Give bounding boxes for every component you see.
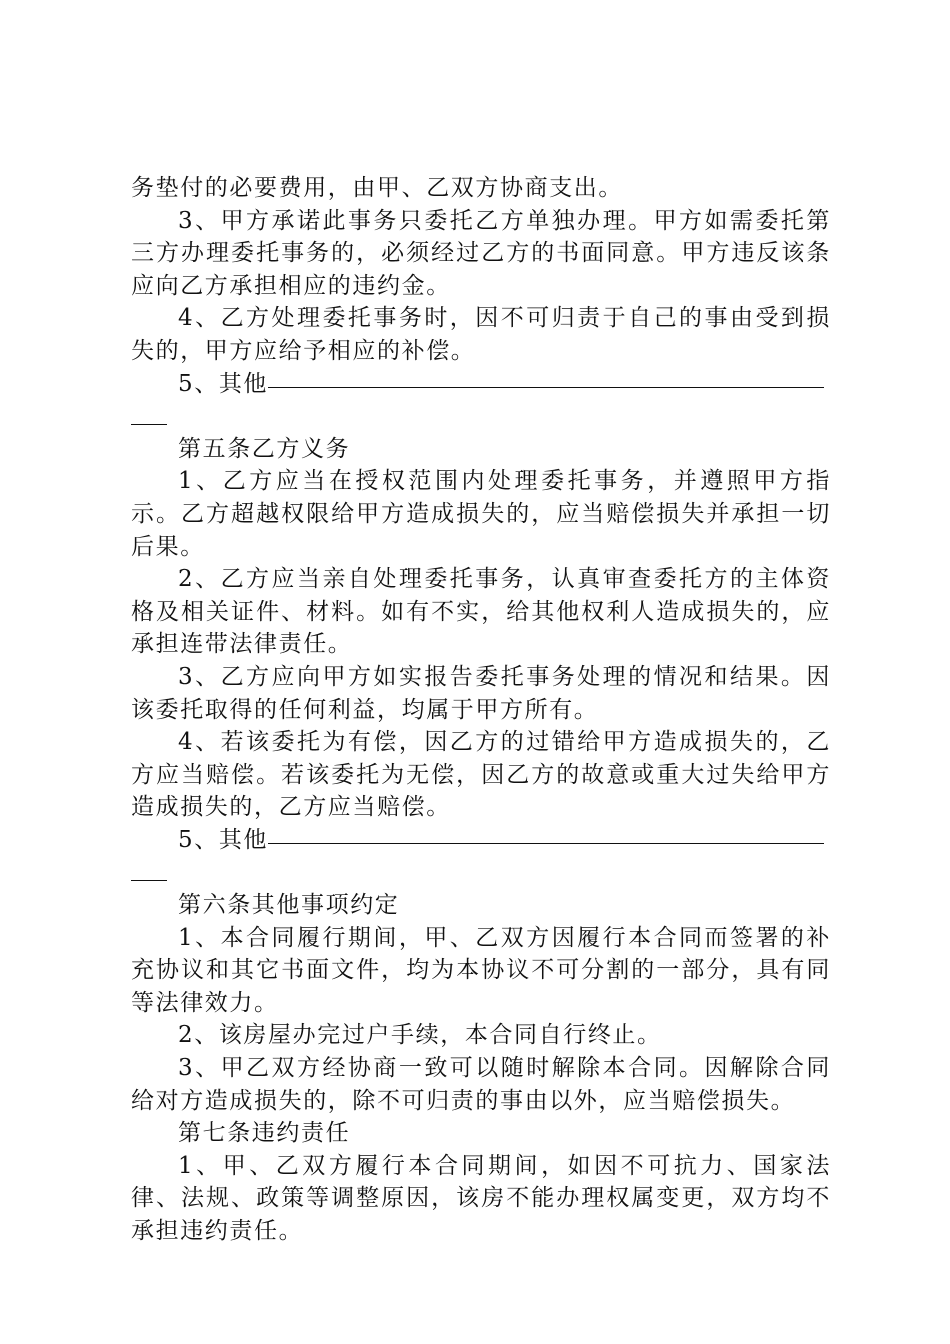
paragraph-other-clause-2: 2、该房屋办完过户手续，本合同自行终止。 bbox=[178, 1022, 662, 1049]
paragraph-party-a-clause-5 bbox=[131, 368, 831, 401]
paragraph-party-b-clause-1: 1、乙方应当在授权范围内处理委托事务，并遵照甲方指示。乙方超越权限给甲方造成损失的，应当赔偿损失并承担一切后果。 bbox=[131, 468, 831, 560]
other-label: 5、其他 bbox=[178, 826, 269, 853]
article-6-heading: 第六条其他事项约定 bbox=[178, 892, 400, 919]
document-body bbox=[131, 172, 831, 1248]
paragraph-party-b-clause-2: 2、乙方应当亲自处理委托事务，认真审查委托方的主体资格及相关证件、材料。如有不实，给其他权利人造成损失的，应承担连带法律责任。 bbox=[131, 566, 831, 658]
paragraph-party-b-clause-4: 4、若该委托为有偿，因乙方的过错给甲方造成损失的，乙方应当赔偿。若该委托为无偿，因乙方的故意或重大过失给甲方造成损失的，乙方应当赔偿。 bbox=[131, 729, 831, 821]
fill-in-blank-continuation bbox=[131, 400, 831, 433]
fill-in-blank-tail bbox=[131, 880, 167, 881]
paragraph-other-clause-3: 3、甲乙双方经协商一致可以随时解除本合同。因解除合同给对方造成损失的，除不可归责的事由以外，应当赔偿损失。 bbox=[131, 1055, 831, 1114]
fill-in-blank-tail bbox=[131, 424, 167, 425]
other-label: 5、其他 bbox=[178, 370, 269, 397]
article-7-heading: 第七条违约责任 bbox=[178, 1120, 351, 1147]
fill-in-blank-continuation bbox=[131, 856, 831, 889]
paragraph-party-b-clause-5 bbox=[131, 824, 831, 857]
fill-in-blank-line bbox=[268, 386, 824, 388]
paragraph-expenses: 务垫付的必要费用，由甲、乙双方协商支出。 bbox=[131, 175, 623, 201]
fill-in-blank-line bbox=[268, 842, 824, 844]
paragraph-breach-clause-1: 1、甲、乙双方履行本合同期间，如因不可抗力、国家法律、法规、政策等调整原因，该房不能办理权属变更，双方均不承担违约责任。 bbox=[131, 1152, 831, 1244]
paragraph-party-a-clause-4: 4、乙方处理委托事务时，因不可归责于自己的事由受到损失的，甲方应给予相应的补偿。 bbox=[131, 305, 831, 364]
article-5-heading: 第五条乙方义务 bbox=[178, 435, 351, 462]
paragraph-party-a-clause-3: 3、甲方承诺此事务只委托乙方单独办理。甲方如需委托第三方办理委托事务的，必须经过乙方的书面同意。甲方违反该条应向乙方承担相应的违约金。 bbox=[131, 207, 831, 299]
paragraph-party-b-clause-3: 3、乙方应向甲方如实报告委托事务处理的情况和结果。因该委托取得的任何利益，均属于甲方所有。 bbox=[131, 663, 831, 723]
paragraph-other-clause-1: 1、本合同履行期间，甲、乙双方因履行本合同而签署的补充协议和其它书面文件，均为本协议不可分割的一部分，具有同等法律效力。 bbox=[131, 924, 831, 1016]
